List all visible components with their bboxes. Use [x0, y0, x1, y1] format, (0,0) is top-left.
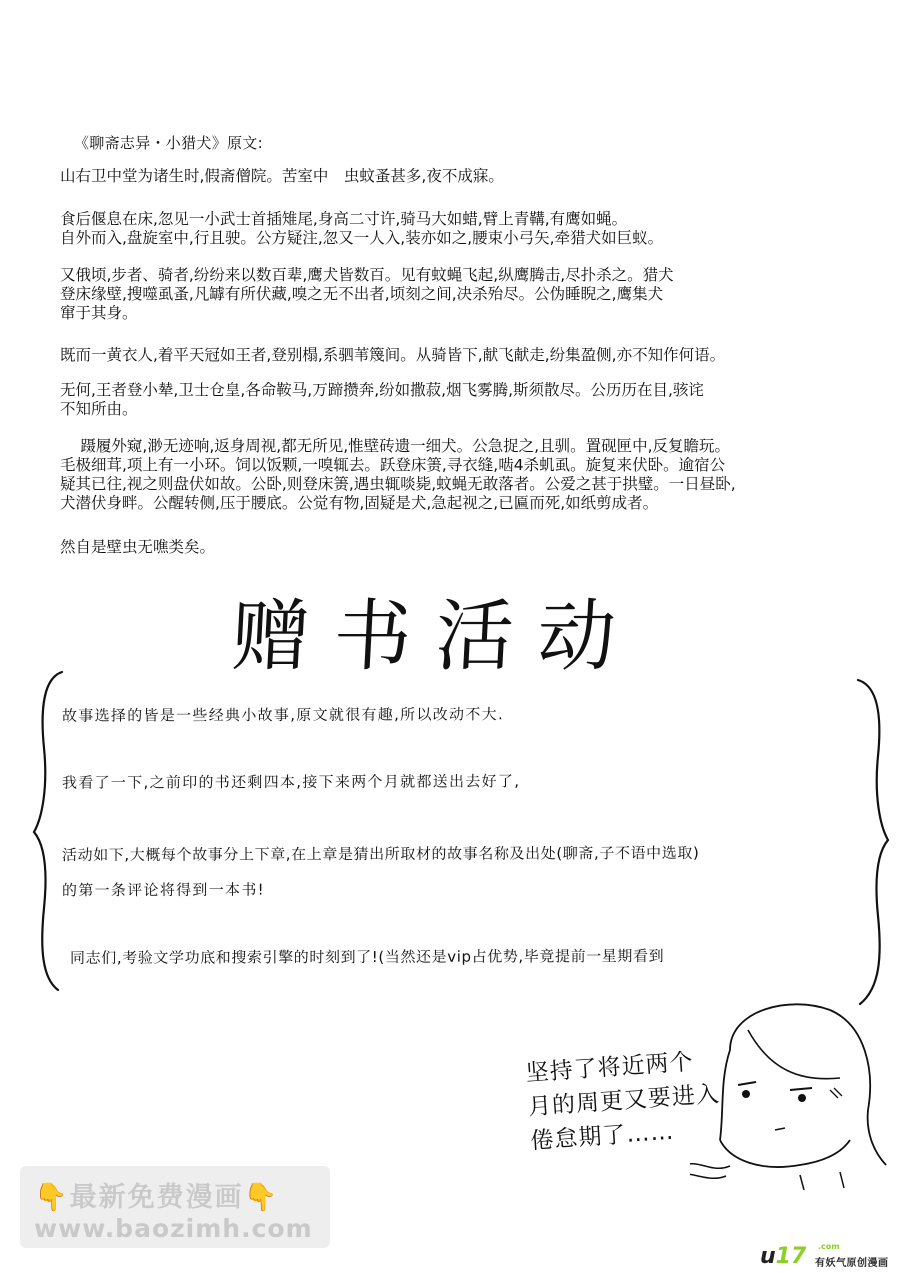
paragraph-line: 蹑履外窥,渺无迹响,返身周视,都无所见,惟壁砖遗一细犬。公急捉之,且驯。置砚匣中,反复瞻玩。 — [60, 437, 730, 455]
paragraph-line: 无何,王者登小辇,卫士仓皇,各命鞍马,万蹄攒奔,纷如撒菽,烟飞雾腾,斯须散尽。公历历在目,骇诧 — [60, 381, 704, 399]
paragraph-line: 然自是壁虫无噍类矣。 — [60, 538, 216, 556]
pointing-down-hand-icon: 👇 — [243, 1182, 280, 1213]
pointing-down-hand-icon: 👇 — [34, 1182, 70, 1213]
note-line: 坚持了将近两个 — [524, 1049, 695, 1087]
watermark-title — [34, 1175, 279, 1214]
right-curly-bracket — [852, 676, 892, 1011]
original-paragraph-3 — [60, 266, 840, 323]
event-title: 赠书活动 — [229, 592, 643, 682]
original-paragraph-1 — [60, 167, 840, 186]
paragraph-line: 不知所由。 — [60, 400, 138, 418]
logo-suffix: .com — [818, 1242, 840, 1251]
note-line: 倦怠期了…… — [529, 1118, 676, 1155]
original-text-title: 《聊斋志异・小猎犬》原文: — [74, 134, 263, 152]
watermark-url[interactable]: www.baozimh.com — [34, 1214, 313, 1243]
note-line: 月的周更又要进入 — [527, 1081, 721, 1121]
paragraph-line: 食后偃息在床,忽见一小武士首插雉尾,身高二寸许,骑马大如蜡,臂上青鞲,有鹰如蝇。 — [60, 210, 628, 228]
u17-logo — [760, 1244, 806, 1269]
original-paragraph-4 — [60, 346, 840, 365]
watermark-title-text: 最新免费漫画 — [69, 1182, 244, 1213]
paragraph-line: 犬潜伏身畔。公醒转侧,压于腰底。公觉有物,固疑是犬,急起视之,已匾而死,如纸剪成者。 — [60, 494, 659, 512]
event-line-3: 活动如下,大概每个故事分上下章,在上章是猜出所取材的故事名称及出处(聊斋,子不语中选取) — [61, 843, 700, 865]
paragraph-line: 自外而入,盘旋室中,行且驶。公方疑注,忽又一人入,装亦如之,腰束小弓矢,牵猎犬如巨蚁。 — [60, 229, 664, 247]
paragraph-line: 登床缘壁,搜噬虱蚤,凡罅有所伏藏,嗅之无不出者,顷刻之间,决杀殆尽。公伪睡睨之,鹰集犬 — [60, 285, 664, 303]
original-paragraph-6 — [60, 437, 840, 513]
original-paragraph-5 — [60, 381, 840, 419]
logo-slogan: 有妖气原创漫画 — [815, 1258, 889, 1269]
original-paragraph-7 — [60, 538, 840, 557]
paragraph-line: 毛极细茸,项上有一小环。饲以饭颗,一嗅辄去。跃登床箦,寻衣缝,啮4杀虮虱。旋复来伏卧。逾宿公 — [60, 456, 726, 474]
event-line-1: 故事选择的皆是一些经典小故事,原文就很有趣,所以改动不大. — [61, 705, 505, 725]
logo-prefix: u — [760, 1244, 776, 1269]
event-line-4: 的第一条评论将得到一本书! — [61, 880, 265, 900]
chibi-author-drawing — [690, 990, 890, 1190]
paragraph-line: 窜于其身。 — [60, 304, 138, 322]
paragraph-line: 又俄顷,步者、骑者,纷纷来以数百辈,鹰犬皆数百。见有蚊蝇飞起,纵鹰腾击,尽扑杀之。猎犬 — [60, 266, 674, 284]
event-line-5: 同志们,考验文学功底和搜索引擎的时刻到了!(当然还是vip占优势,毕竟提前一星期看到 — [69, 946, 665, 968]
event-line-2: 我看了一下,之前印的书还剩四本,接下来两个月就都送出去好了, — [61, 772, 521, 792]
paragraph-line: 山右卫中堂为诸生时,假斋僧院。苦室中 虫蚊蚤甚多,夜不成寐。 — [60, 167, 504, 185]
original-paragraph-2 — [60, 210, 840, 248]
paragraph-line: 疑其已往,视之则盘伏如故。公卧,则登床箦,遇虫辄啖毙,蚊蝇无敢落者。公爱之甚于拱璧。一日昼卧, — [60, 475, 736, 493]
logo-number: 17 — [775, 1244, 807, 1269]
paragraph-line: 既而一黄衣人,着平天冠如王者,登别榻,系驷苇篾间。从骑皆下,献飞献走,纷集盈侧,亦不知作何语。 — [60, 346, 726, 364]
